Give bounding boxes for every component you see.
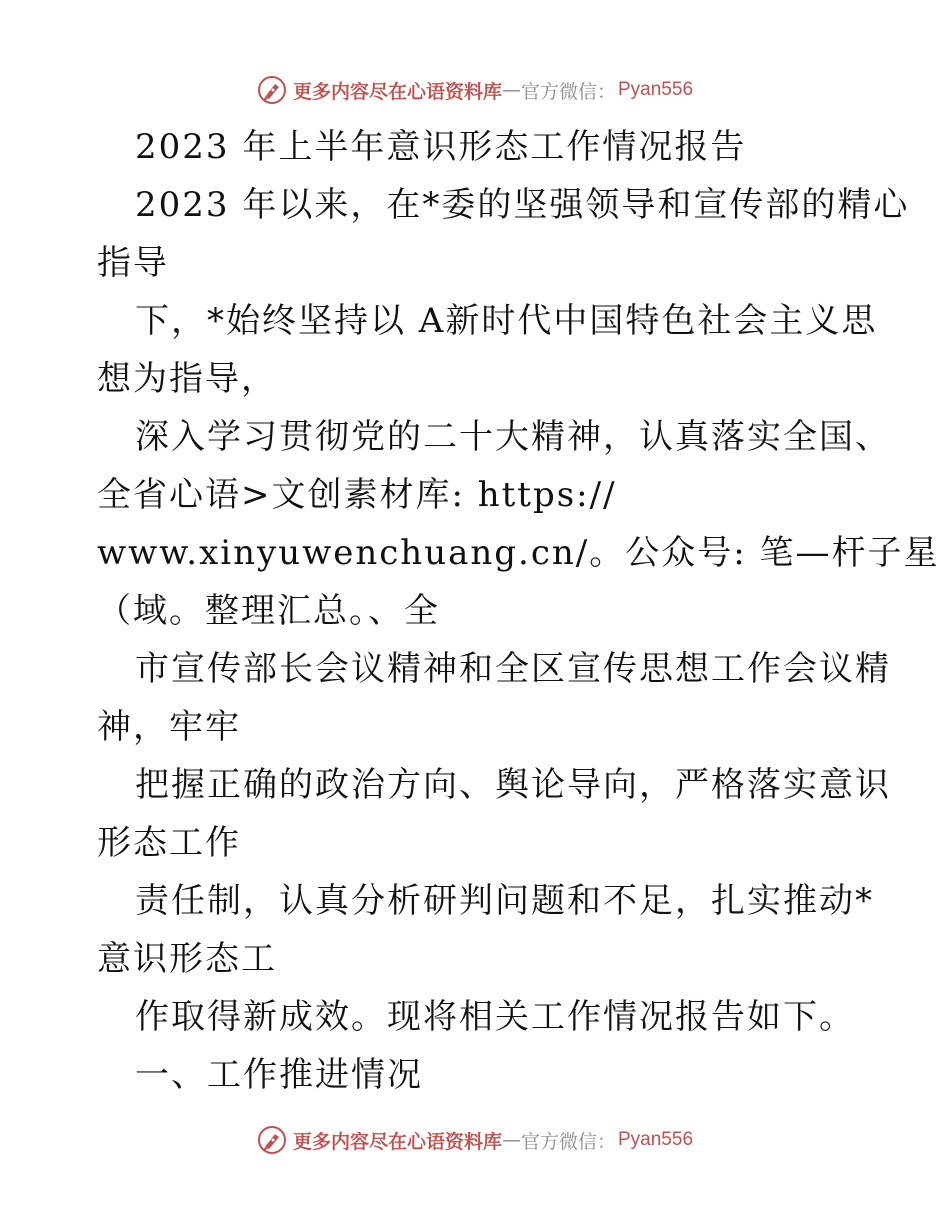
banner-label: 官方微信：	[520, 1130, 616, 1153]
paragraph-line-url: www.xinyuwenchuang.cn/。公众号: 笔—杆子星	[97, 533, 940, 573]
paragraph-line: （域。整理汇总。、全	[97, 591, 440, 631]
paragraph-line: 2023 年以来，在*委的坚强领导和宣传部的精心	[135, 185, 910, 225]
footer-banner	[0, 1120, 950, 1160]
pen-nib-logo-icon	[257, 75, 287, 105]
banner-wechat-id: Pyan556	[618, 79, 694, 100]
banner-separator: —	[501, 79, 521, 101]
document-title: 2023 年上半年意识形态工作情况报告	[135, 127, 747, 167]
paragraph-line: 作取得新成效。现将相关工作情况报告如下。	[135, 997, 855, 1037]
banner-main-text: 更多内容尽在心语资料库	[292, 1130, 502, 1153]
paragraph-line: 想为指导，	[97, 359, 277, 399]
paragraph-line: 意识形态工	[97, 939, 277, 979]
banner-separator: —	[501, 1129, 521, 1151]
section-heading: 一、工作推进情况	[135, 1055, 423, 1095]
paragraph-line: 深入学习贯彻党的二十大精神，认真落实全国、	[135, 417, 891, 457]
banner-wechat-id: Pyan556	[618, 1129, 694, 1150]
paragraph-line: 指导	[97, 243, 169, 283]
header-banner	[0, 70, 950, 110]
paragraph-line: 把握正确的政治方向、舆论导向，严格落实意识	[135, 765, 891, 805]
paragraph-line: 责任制，认真分析研判问题和不足，扎实推动*	[135, 881, 874, 921]
paragraph-line: 神，牢牢	[97, 707, 241, 747]
paragraph-line: 下，*始终坚持以 A新时代中国特色社会主义思	[135, 301, 878, 341]
banner-main-text: 更多内容尽在心语资料库	[292, 80, 502, 103]
paragraph-line: 全省心语>文创素材库: https://	[97, 475, 617, 515]
banner-label: 官方微信：	[520, 80, 616, 103]
pen-nib-logo-icon	[257, 1125, 287, 1155]
document-body	[97, 118, 940, 1104]
paragraph-line: 市宣传部长会议精神和全区宣传思想工作会议精	[135, 649, 891, 689]
paragraph-line: 形态工作	[97, 823, 241, 863]
